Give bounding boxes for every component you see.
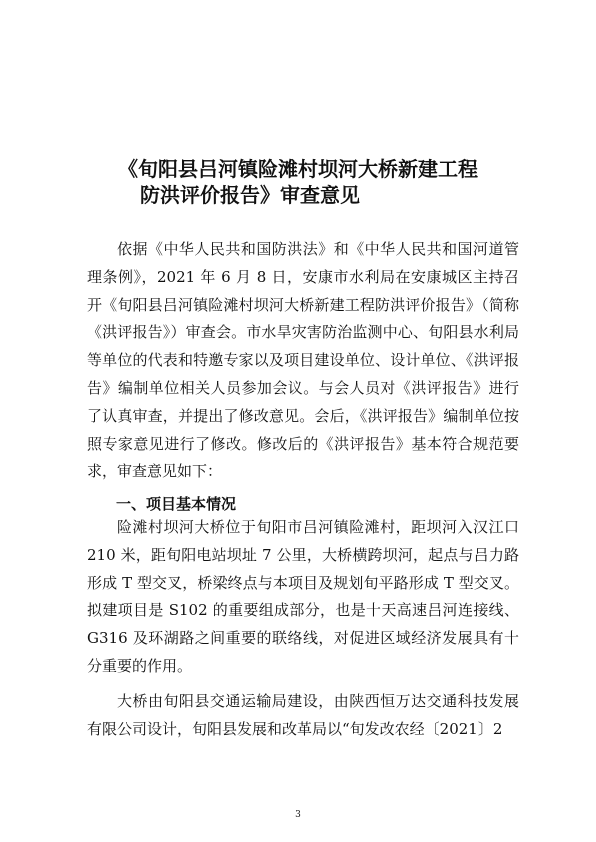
intro-paragraph-text: 依据《中华人民共和国防洪法》和《中华人民共和国河道管理条例》，2021 年 6 月 8 日，安康市水利局在安康城区主持召开《旬阳县吕河镇险滩村坝河大桥新建工程防洪评价报告》（简称《洪评报告》）审查会。市水旱灾害防治监测中心、旬阳县水利局等单位的代表和特邀专家以及项目建设单位、设计单位、《洪评报告》编制单位相关人员参加会议。与会人员对《洪评报告》进行了认真审查，并提出了修改意见。会后，《洪评报告》编制单位按照专家意见进行了修改。修改后的《洪评报告》基本符合规范要求，审查意见如下： [87,240,519,481]
section-1-paragraph-2-text: 大桥由旬阳县交通运输局建设，由陕西恒万达交通科技发展有限公司设计，旬阳县发展和改革局以“旬发改农经〔2021〕2 [87,692,519,738]
document-title-line-2: 防洪评价报告》审查意见 [140,183,360,207]
section-1-paragraph-1 [87,514,519,681]
section-1-paragraph-1-text: 险滩村坝河大桥位于旬阳市吕河镇险滩村，距坝河入汉江口 210 米，距旬阳电站坝址 7 公里，大桥横跨坝河，起点与吕力路形成 T 型交叉，桥梁终点与本项目及规划旬平路形成 T 型交叉。拟建项目是 S102 的重要组成部分，也是十天高速吕河连接线、G316 及环湖路之间重要的联络线，对促进区域经济发展具有十分重要的作用。 [87,518,519,675]
intro-paragraph [87,236,519,486]
section-1-heading: 一、项目基本情况 [116,495,237,513]
section-1-paragraph-2 [87,688,519,744]
page-number: 3 [295,810,301,820]
document-title-line-1: 《旬阳县吕河镇险滩村坝河大桥新建工程 [118,157,478,181]
